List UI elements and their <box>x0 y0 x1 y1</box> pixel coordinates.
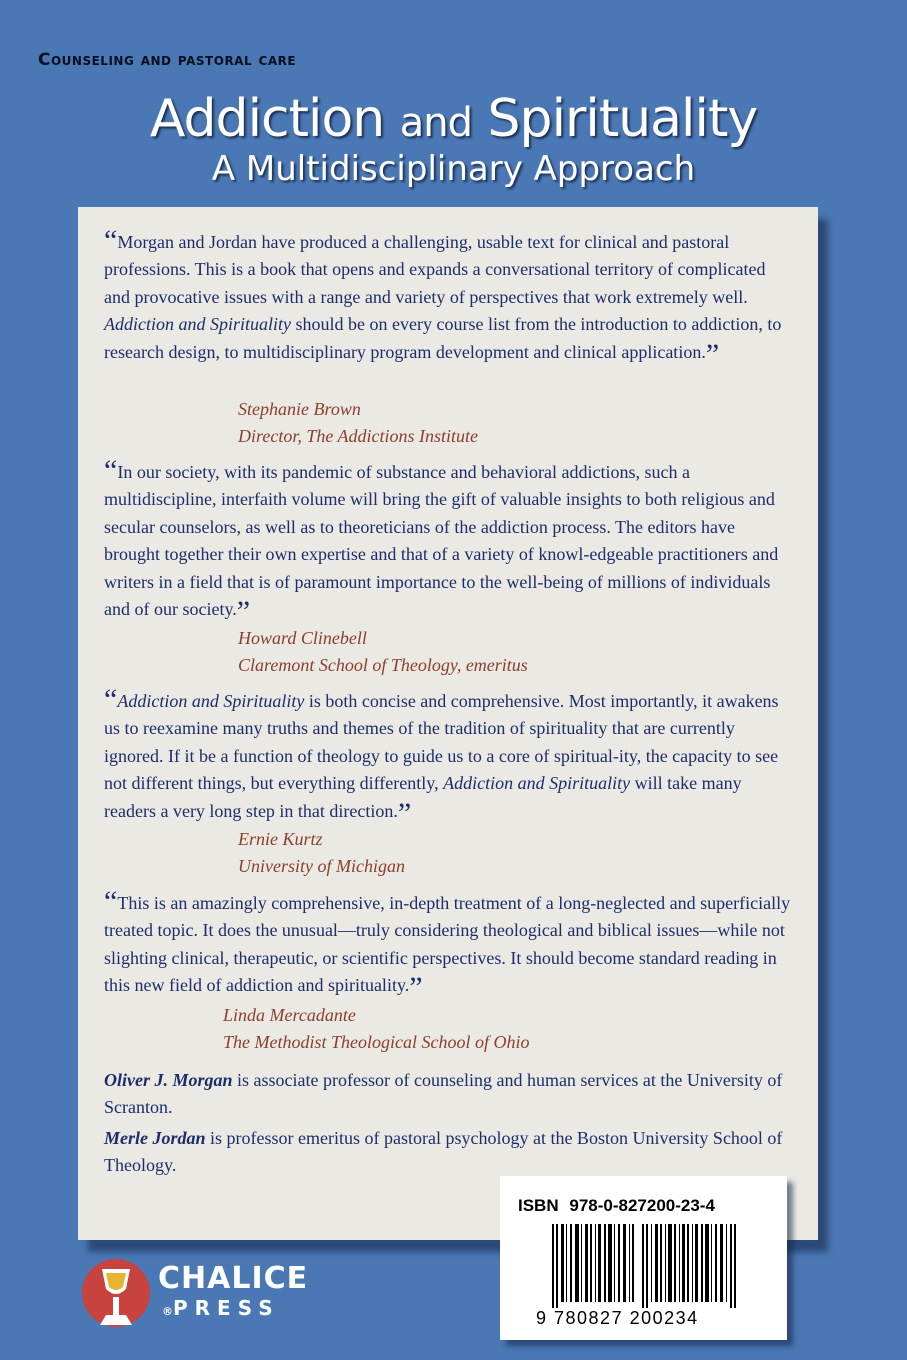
barcode-icon <box>552 1224 740 1308</box>
title-word-addiction: Addiction <box>149 89 385 149</box>
open-quote-mark: “ <box>104 224 118 257</box>
endorsement-quote-4 <box>104 885 794 1005</box>
isbn-label <box>518 1196 715 1216</box>
chalice-logo-icon <box>80 1255 156 1335</box>
quote-text: will take many readers a very long step in that direction. <box>104 773 742 821</box>
editor-bio-1 <box>104 1067 794 1121</box>
isbn-digits: 9 780827 200234 <box>536 1308 699 1328</box>
quote-text: is both concise and comprehensive. Most importantly, it awakens us to reexamine many truths and themes of the tradition of spirituality that are currently ignored. If it be a function of theology to guide us to a core of spiritual-ity, the capacity to see not different things, but everything differently, <box>104 691 779 794</box>
endorser-affiliation: University of Michigan <box>238 856 405 876</box>
quote-text: This is an amazingly comprehensive, in-depth treatment of a long-neglected and superficially treated topic. It does the unusual—truly considering theological and biblical issues—while not slighting clinical, therapeutic, or scientific perspectives. It should become standard reading in this new field of addiction and spirituality. <box>104 893 791 996</box>
close-quote-mark: ” <box>397 796 412 830</box>
open-quote-mark: “ <box>104 683 118 716</box>
close-quote-mark: ” <box>705 337 720 371</box>
isbn-barcode-box <box>500 1176 787 1340</box>
quote-text: In our society, with its pandemic of substance and behavioral addictions, such a multidiscipline, interfaith volume will bring the gift of valuable insights to both religious and secular counselors, as well as to theoreticians of the addiction process. The editors have brought together their own expertise and that of a variety of knowl-edgeable practitioners and writers in a field that is of paramount importance to the well-being of millions of individuals and of our society. <box>104 462 779 620</box>
publisher-logo <box>158 1262 308 1324</box>
endorser-affiliation: Director, The Addictions Institute <box>238 426 478 446</box>
category-label: Counseling and pastoral care <box>38 50 297 70</box>
book-title <box>0 88 907 188</box>
title-word-spirituality: Spirituality <box>487 89 758 149</box>
endorser-name: Ernie Kurtz <box>238 829 323 849</box>
publisher-subname: PRESS <box>173 1296 280 1320</box>
publisher-name: CHALICE <box>158 1261 309 1296</box>
endorsement-attribution-3 <box>238 826 405 880</box>
open-quote-mark: “ <box>104 454 118 487</box>
quote-text: should be on every course list from the introduction to addiction, to research design, to multidisciplinary program development and clinical application. <box>104 314 782 362</box>
endorser-name: Linda Mercadante <box>223 1005 356 1025</box>
close-quote-mark: ” <box>236 595 251 629</box>
registered-mark: ® <box>162 1305 173 1318</box>
book-subtitle: A Multidisciplinary Approach <box>211 149 696 189</box>
editor-name: Oliver J. Morgan <box>104 1070 233 1090</box>
endorsements-panel <box>78 207 818 1240</box>
book-title-italic: Addiction and Spirituality <box>104 314 291 335</box>
open-quote-mark: “ <box>104 885 118 918</box>
endorsement-attribution-2 <box>238 625 528 679</box>
endorsement-attribution-4 <box>223 1002 529 1056</box>
book-title-italic: Addiction and Spirituality <box>117 691 305 711</box>
endorser-affiliation: Claremont School of Theology, emeritus <box>238 655 528 675</box>
editor-bio-text: is associate professor of counseling and human services at the University of Scranton. <box>104 1070 783 1117</box>
endorsement-quote-1 <box>104 224 794 371</box>
isbn-number: 978-0-827200-23-4 <box>569 1196 715 1215</box>
editor-bio-2 <box>104 1125 794 1179</box>
endorser-name: Stephanie Brown <box>238 399 361 419</box>
endorsement-attribution-1 <box>238 396 478 450</box>
isbn-prefix: ISBN <box>518 1196 559 1215</box>
endorsement-quote-3 <box>104 683 794 830</box>
endorser-name: Howard Clinebell <box>238 628 367 648</box>
quote-text: Morgan and Jordan have produced a challenging, usable text for clinical and pastoral professions. This is a book that opens and expands a conversational territory of complicated and provocative issues with a range and variety of perspectives that work extremely well. <box>104 232 766 307</box>
editor-name: Merle Jordan <box>104 1128 206 1148</box>
endorser-affiliation: The Methodist Theological School of Ohio <box>223 1032 530 1052</box>
endorsement-quote-2 <box>104 454 794 629</box>
close-quote-mark: ” <box>409 971 423 1005</box>
editor-bio-text: is professor emeritus of pastoral psychology at the Boston University School of Theology. <box>104 1128 783 1175</box>
book-title-italic: Addiction and Spirituality <box>443 773 631 794</box>
title-word-and: and <box>399 100 473 146</box>
